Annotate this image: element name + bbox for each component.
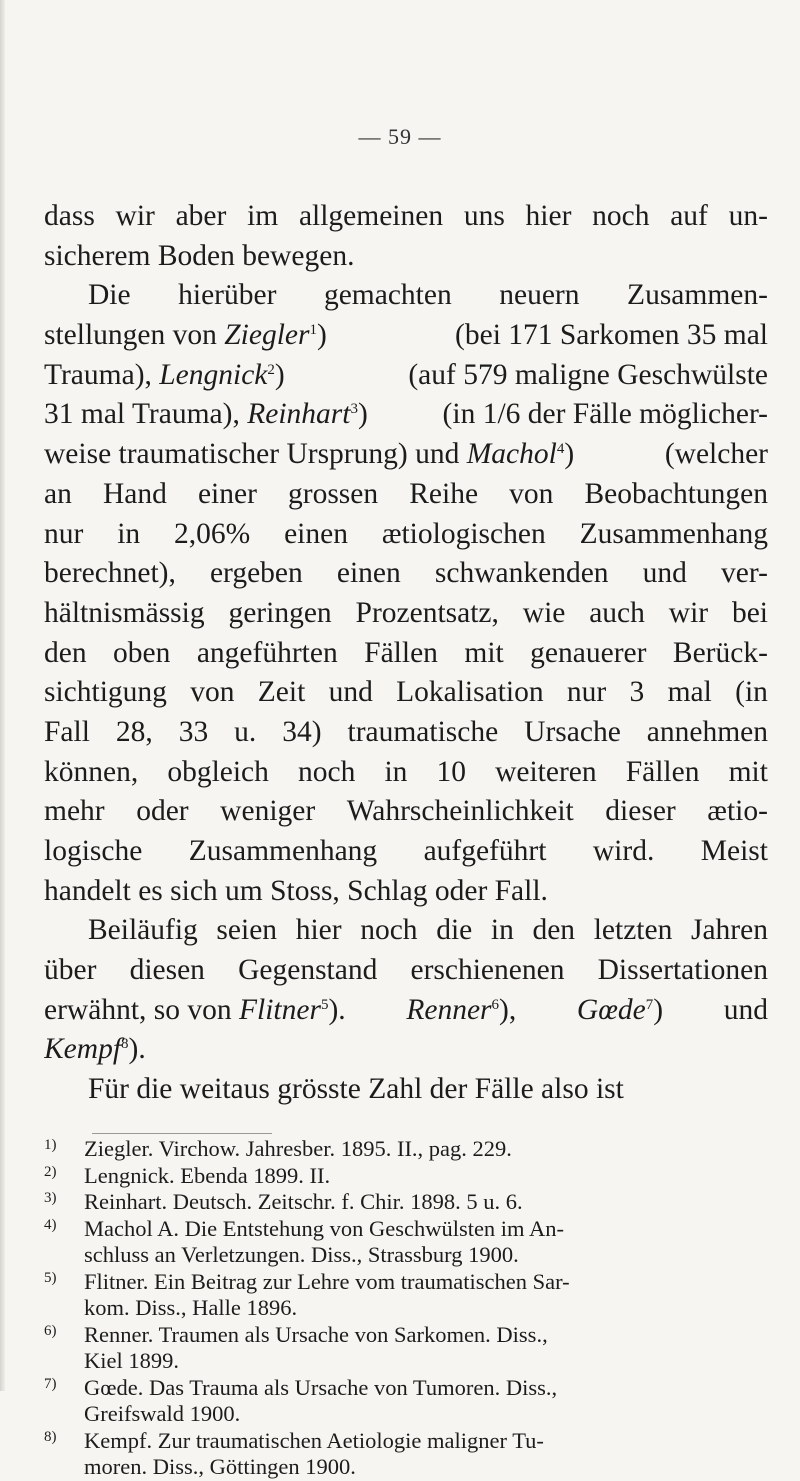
footnote-number: 6) — [44, 1322, 57, 1339]
word: mit — [464, 636, 504, 669]
word: dieser — [605, 795, 676, 828]
word: geringen — [228, 596, 332, 629]
word: Fällen — [364, 636, 438, 669]
word: diesen — [129, 954, 205, 987]
word: weniger — [220, 795, 316, 828]
word: weiteren — [495, 755, 597, 788]
word: ergeben — [209, 557, 303, 590]
text-line — [44, 475, 768, 515]
word: wie — [522, 596, 566, 629]
text-line — [44, 951, 768, 991]
word: Ursache — [524, 715, 621, 748]
footnote-ref: 6 — [491, 996, 500, 1013]
author-renner: Renner — [406, 993, 492, 1026]
footnote: 4) Machol A. Die Entstehung von Geschwülsten im An- schluss an Verletzungen. Diss., Strassburg 1900. — [44, 1215, 564, 1267]
word: sichtigung — [44, 676, 167, 709]
author-ziegler: Ziegler — [224, 319, 310, 352]
author-flitner: Flitner — [239, 993, 321, 1026]
word: und — [642, 557, 687, 590]
text-line — [44, 197, 768, 237]
word: noch — [592, 200, 650, 232]
footnote-ref: 7 — [645, 996, 654, 1013]
footnote-ref: 3 — [350, 401, 358, 418]
text-line — [44, 554, 768, 594]
word: logische — [44, 835, 143, 867]
text-line: handelt es sich um Stoss, Schlag oder Fall. — [44, 874, 548, 907]
page-number: — 59 — — [358, 124, 442, 149]
word: u. — [234, 715, 257, 748]
word: obgleich — [167, 755, 269, 788]
word: wir — [668, 596, 709, 629]
word: mal — [667, 676, 712, 709]
text-line — [44, 634, 768, 674]
text-line — [44, 276, 768, 316]
word: schwankenden — [434, 557, 609, 590]
word: allgemeinen — [298, 200, 444, 232]
word: (in — [735, 676, 768, 709]
word: erschienenen — [410, 954, 565, 987]
footnote: 3) Reinhart. Deutsch. Zeitschr. f. Chir. 1898. 5 u. 6. — [44, 1189, 523, 1214]
word: Beiläufig — [88, 914, 198, 947]
word: aber — [175, 200, 227, 232]
word: noch — [298, 755, 356, 788]
word: 34) — [282, 715, 322, 748]
word: aufgeführt — [423, 835, 547, 867]
word: in — [117, 517, 141, 550]
text-line — [44, 515, 768, 555]
text-line: stellungen von Ziegler$^1$) (bei 171 Sarkomen 35 mal — [44, 319, 768, 352]
text-line — [44, 792, 768, 832]
footnote-number: 3) — [44, 1190, 57, 1206]
word: Fall — [44, 715, 90, 748]
footnote-number: 8) — [44, 1428, 57, 1445]
word: genauerer — [530, 636, 647, 669]
word: mehr — [44, 795, 105, 828]
footnote: 1) Ziegler. Virchow. Jahresber. 1895. II., pag. 229. — [44, 1136, 512, 1161]
word: auf — [670, 200, 708, 232]
word: Fällen — [625, 755, 700, 788]
word: 2,06% — [174, 517, 251, 550]
page-edge-shadow — [0, 0, 5, 1391]
author-goede: Gœde — [576, 993, 646, 1026]
word: berechnet), — [44, 557, 176, 590]
word: noch — [360, 914, 418, 947]
footnote: 2) Lengnick. Ebenda 1899. II. — [44, 1162, 331, 1188]
word: grossen — [288, 477, 379, 510]
word: mit — [728, 755, 768, 788]
word: letzten — [593, 914, 673, 947]
word: und — [328, 676, 373, 709]
word: ætio- — [707, 795, 768, 828]
word: gemachten — [323, 279, 452, 312]
word: hältnismässig — [44, 596, 205, 629]
word: Jahren — [690, 914, 768, 947]
footnote: 6) Renner. Traumen als Ursache von Sarkomen. Diss., Kiel 1899. — [44, 1321, 548, 1373]
footnote-number: 2) — [44, 1163, 57, 1180]
word: einen — [336, 557, 401, 590]
word: ætiologischen — [381, 517, 546, 550]
footnote-ref: 2 — [267, 361, 275, 378]
author-reinhart: Reinhart — [247, 398, 351, 431]
author-machol: Machol — [466, 438, 557, 471]
word: Zeit — [257, 676, 306, 709]
word: nur — [566, 676, 607, 709]
word: hier — [525, 200, 572, 232]
text-line — [44, 832, 768, 872]
word: Hand — [102, 477, 167, 510]
word: 10 — [436, 755, 466, 788]
word: Lokalisation — [396, 676, 544, 709]
word: seien — [216, 914, 278, 947]
word: ver- — [721, 557, 768, 590]
footnote-divider — [92, 1133, 272, 1134]
word: dass — [44, 200, 95, 232]
word: können, — [44, 755, 139, 788]
word: 33 — [178, 715, 209, 748]
footnote-ref: 1 — [309, 322, 317, 339]
author-kempf: Kempf — [44, 1033, 122, 1066]
word: uns — [463, 200, 505, 232]
footnotes — [44, 1136, 768, 1481]
word: oder — [136, 795, 189, 828]
word: einen — [284, 517, 348, 550]
word: hierüber — [178, 279, 277, 312]
word: bei — [731, 596, 768, 629]
word: Dissertationen — [597, 954, 768, 987]
footnote-number: 7) — [44, 1375, 57, 1392]
body-text — [44, 197, 768, 1110]
word: Berück- — [672, 636, 768, 669]
word: wir — [115, 200, 155, 232]
word: den — [532, 914, 576, 947]
word: 28, — [115, 715, 153, 748]
word: den — [44, 636, 87, 669]
text-line: Kempf$^8$). — [44, 1033, 146, 1066]
word: un- — [728, 200, 768, 232]
text-line: weise traumatischer Ursprung) und Machol$^4$) (welcher — [44, 438, 768, 471]
word: wird. — [592, 835, 655, 867]
word: Reihe — [409, 477, 479, 510]
footnote-ref: 5 — [320, 996, 329, 1013]
footnote-ref: 4 — [556, 441, 565, 458]
text-line — [44, 594, 768, 634]
word: 3 — [629, 676, 645, 709]
word: angeführten — [196, 636, 338, 669]
word: auch — [589, 596, 645, 629]
text-line: erwähnt, so von Flitner$^5$). Renner$^6$), Gœde$^7$) und — [44, 993, 768, 1026]
word: Die — [88, 279, 131, 312]
word: von — [190, 676, 235, 709]
word: Beobachtungen — [584, 477, 768, 510]
footnote: 7) Gœde. Das Trauma als Ursache von Tumoren. Diss., Greifswald 1900. — [44, 1374, 558, 1426]
word: an — [44, 477, 72, 510]
text-line: Für die weitaus grösste Zahl der Fälle also ist — [88, 1073, 624, 1106]
text-line — [44, 911, 768, 951]
text-line — [44, 753, 768, 793]
footnote-number: 1) — [44, 1137, 57, 1153]
word: in — [490, 914, 514, 947]
word: einer — [197, 477, 257, 510]
footnote: 8) Kempf. Zur traumatischen Aetiologie maligner Tu- moren. Diss., Göttingen 1900. — [44, 1427, 544, 1479]
word: Zusammenhang — [188, 835, 378, 867]
text-line — [44, 713, 768, 753]
word: Meist — [700, 835, 768, 867]
word: Zusammen- — [627, 279, 768, 312]
word: von — [509, 477, 554, 510]
word: im — [247, 200, 279, 232]
text-line — [44, 673, 768, 713]
word: die — [436, 914, 473, 947]
word: traumatische — [347, 715, 499, 748]
footnote-number: 4) — [44, 1216, 57, 1233]
footnote: 5) Flitner. Ein Beitrag zur Lehre vom traumatischen Sar- kom. Diss., Halle 1896. — [44, 1268, 570, 1320]
text-line: Trauma), Lengnick$^2$) (auf 579 maligne Geschwülste — [44, 358, 768, 391]
word: nur — [44, 517, 84, 550]
text-line: sicherem Boden bewegen. — [44, 239, 355, 272]
word: hier — [295, 914, 342, 947]
footnote-number: 5) — [44, 1269, 57, 1286]
word: Gegenstand — [238, 954, 378, 987]
word: Prozentsatz, — [355, 596, 499, 629]
footnote-ref: 8 — [121, 1036, 129, 1053]
word: Wahrscheinlichkeit — [346, 795, 574, 828]
word: annehmen — [646, 715, 768, 748]
author-lengnick: Lengnick — [159, 358, 268, 391]
word: Zusammenhang — [579, 517, 768, 550]
word: in — [384, 755, 408, 788]
text-line: 31 mal Trauma), Reinhart$^3$) (in 1/6 der Fälle möglicher- — [44, 398, 768, 431]
word: über — [44, 954, 97, 987]
word: neuern — [499, 279, 580, 312]
word: oben — [113, 636, 171, 669]
